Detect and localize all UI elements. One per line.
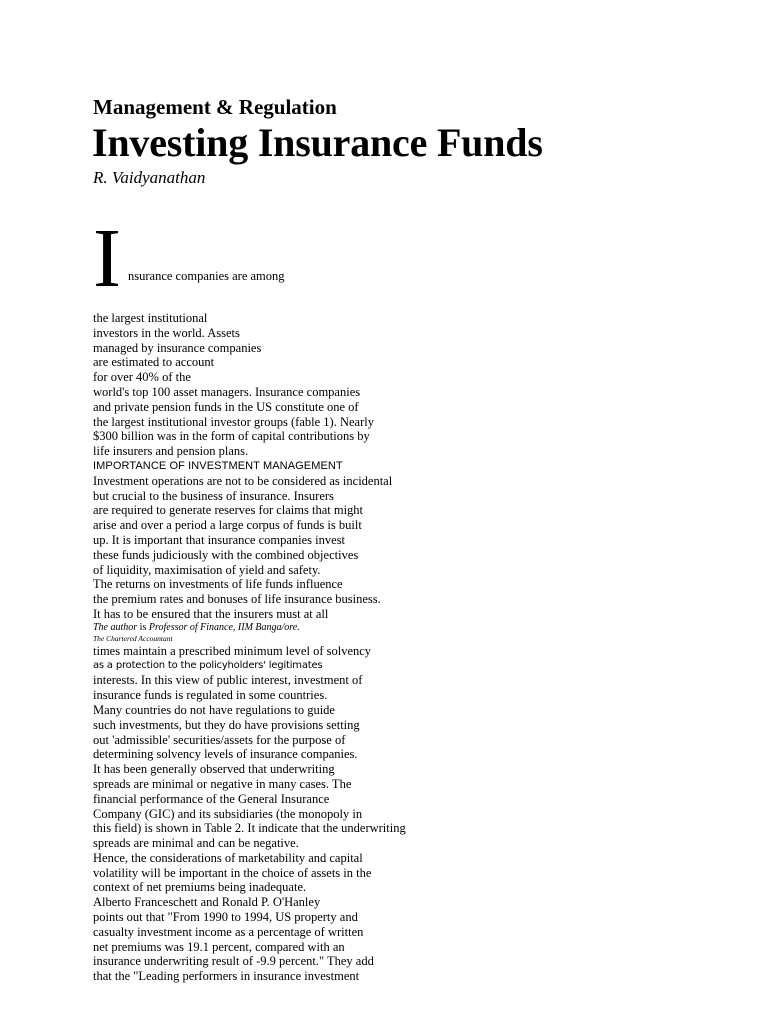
author-footnote [93, 622, 733, 634]
body-line: life insurers and pension plans. [93, 444, 249, 459]
body-line: and private pension funds in the US constitute one of [93, 399, 359, 414]
body-line: out 'admissible' securities/assets for the purpose of [93, 732, 346, 747]
body-line: of liquidity, maximisation of yield and safety. [93, 562, 321, 577]
body-line: It has to be ensured that the insurers must at all [93, 606, 329, 621]
article-title: Investing Insurance Funds [92, 120, 543, 165]
article-page [93, 94, 733, 984]
section-label: Management & Regulation [93, 95, 337, 119]
body-line: world's top 100 asset managers. Insurance companies [93, 384, 361, 399]
body-line: determining solvency levels of insurance companies. [93, 747, 358, 762]
body-line: interests. In this view of public interest, investment of [93, 673, 363, 688]
body-line: spreads are minimal and can be negative. [93, 836, 299, 851]
section-heading: IMPORTANCE OF INVESTMENT MANAGEMENT [93, 459, 343, 472]
body-line: arise and over a period a large corpus of funds is built [93, 518, 362, 533]
body-line: It has been generally observed that underwriting [93, 762, 335, 777]
body-line: this field) is shown in Table 2. It indicate that the underwriting [93, 821, 406, 836]
body-line: Hence, the considerations of marketability and capital [93, 850, 363, 865]
body-line: managed by insurance companies [93, 340, 262, 355]
body-line: the premium rates and bonuses of life insurance business. [93, 592, 381, 607]
drop-cap: I [93, 212, 121, 305]
body-line: times maintain a prescribed minimum level of solvency [93, 643, 372, 658]
body-line: The returns on investments of life funds influence [93, 577, 343, 592]
body-line: investors in the world. Assets [93, 325, 240, 340]
body-line: points out that "From 1990 to 1994, US property and [93, 910, 358, 925]
body-line: are required to generate reserves for claims that might [93, 503, 364, 518]
body-line: that the "Leading performers in insurance investment [93, 969, 360, 984]
body-line: spreads are minimal or negative in many cases. The [93, 776, 352, 791]
body-line: net premiums was 19.1 percent, compared with an [93, 939, 345, 954]
opening-line: nsurance companies are among [128, 269, 285, 283]
body-line: financial performance of the General Insurance [93, 791, 330, 806]
body-line: Many countries do not have regulations to guide [93, 702, 335, 717]
body-line: volatility will be important in the choice of assets in the [93, 865, 372, 880]
body-line: Investment operations are not to be considered as incidental [93, 473, 393, 488]
footnote-author-prefix: The author [93, 621, 138, 633]
article-body [93, 311, 733, 984]
opening-paragraph [93, 212, 733, 305]
body-line: context of net premiums being inadequate. [93, 880, 307, 895]
body-line: but crucial to the business of insurance. Insurers [93, 488, 334, 503]
body-line: such investments, but they do have provisions setting [93, 717, 360, 732]
body-line: Alberto Franceschett and Ronald P. O'Hanley [93, 895, 321, 910]
body-line: up. It is important that insurance companies invest [93, 532, 346, 547]
body-line: Company (GIC) and its subsidiaries (the monopoly in [93, 806, 363, 821]
body-line: $300 billion was in the form of capital contributions by [93, 429, 370, 444]
body-line: for over 40% of the [93, 370, 191, 385]
footnote-author-is: is [137, 621, 149, 633]
article-author: R. Vaidyanathan [93, 168, 206, 187]
body-line: the largest institutional [93, 311, 208, 325]
journal-name: The Chartered Accountant [93, 633, 173, 643]
body-line: insurance funds is regulated in some countries. [93, 688, 328, 703]
body-line-sans: as a protection to the policyholders' legitimates [93, 659, 323, 671]
footnote-author-role: Professor of Finance, IIM Banga/ore. [148, 621, 300, 633]
body-line: the largest institutional investor groups (fable 1). Nearly [93, 414, 374, 429]
body-line: insurance underwriting result of -9.9 percent." They add [93, 954, 374, 969]
body-line: these funds judiciously with the combined objectives [93, 547, 359, 562]
body-line: casualty investment income as a percentage of written [93, 924, 364, 939]
body-line: are estimated to account [93, 355, 215, 370]
